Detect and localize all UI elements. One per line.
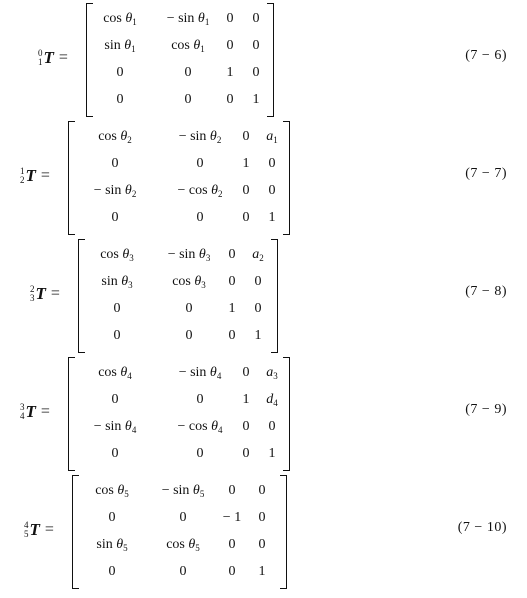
- matrix-entry: [112, 151, 119, 176]
- matrix-entry: [166, 532, 200, 557]
- entry-subscript: 2: [127, 135, 132, 145]
- entry-text: 0: [108, 564, 116, 579]
- entry-text: 1: [258, 564, 266, 579]
- matrix-row: [68, 151, 290, 176]
- entry-text: 0: [111, 210, 119, 225]
- frame-superscript: 0: [38, 48, 43, 58]
- matrix-entry: [229, 323, 236, 348]
- matrix-entry: [243, 151, 250, 176]
- entry-text: 0: [268, 156, 276, 171]
- matrix-entry: [243, 441, 250, 466]
- entry-text: 0: [116, 65, 124, 80]
- matrix-entry: [243, 205, 250, 230]
- entry-text: sin θ: [101, 274, 129, 289]
- entry-text: 0: [242, 446, 250, 461]
- matrix-entry: [180, 559, 187, 584]
- entry-text: 0: [242, 183, 250, 198]
- matrix-row: [68, 360, 290, 385]
- frame-indices: [38, 49, 43, 67]
- matrix-row: [86, 6, 274, 31]
- equation-3: [0, 356, 527, 472]
- entry-text: 0: [226, 38, 234, 53]
- entry-subscript: 3: [205, 253, 211, 263]
- matrix-entry: [96, 532, 127, 557]
- entry-text: 1: [254, 328, 262, 343]
- entry-text: 1: [242, 156, 250, 171]
- entry-text: 0: [228, 483, 236, 498]
- matrix-entry: [229, 559, 236, 584]
- equals-sign: =: [50, 285, 60, 302]
- entry-text: a: [252, 247, 260, 262]
- entry-subscript: 3: [201, 280, 206, 290]
- entry-subscript: 4: [131, 425, 137, 435]
- matrix-row: [68, 414, 290, 439]
- entry-subscript: 3: [128, 280, 133, 290]
- entry-subscript: 4: [216, 371, 222, 381]
- matrix-entry: [112, 387, 119, 412]
- matrix-entry: [253, 87, 260, 112]
- entry-subscript: 2: [216, 135, 222, 145]
- matrix-entry: [243, 387, 250, 412]
- entry-text: 0: [113, 301, 121, 316]
- transform-symbol: [38, 48, 68, 68]
- entry-text: 0: [258, 510, 266, 525]
- entry-text: 0: [258, 537, 266, 552]
- entry-text: − sin θ: [166, 11, 205, 26]
- equation-number: (7 − 10): [457, 520, 507, 535]
- matrix-entry: [109, 559, 116, 584]
- transform-symbol: [30, 284, 60, 304]
- matrix-entry: [162, 478, 205, 503]
- entry-text: 0: [116, 92, 124, 107]
- entry-text: 0: [268, 183, 276, 198]
- entry-text: 0: [252, 11, 260, 26]
- matrix-row: [68, 441, 290, 466]
- matrix-row: [72, 505, 287, 530]
- matrix-entry: [255, 323, 262, 348]
- entry-text: 0: [228, 247, 236, 262]
- matrix-entry: [100, 242, 134, 267]
- equation-0: [0, 2, 527, 118]
- entry-subscript: 1: [204, 17, 210, 27]
- matrix-entry: [167, 6, 210, 31]
- entry-text: cos θ: [171, 38, 201, 53]
- entry-text: 0: [196, 446, 204, 461]
- matrix-entry: [227, 87, 234, 112]
- entry-subscript: 1: [132, 17, 137, 27]
- entry-subscript: 5: [199, 489, 205, 499]
- entry-subscript: 5: [124, 489, 129, 499]
- matrix-entry: [266, 387, 278, 412]
- entry-text: − sin θ: [93, 183, 132, 198]
- entry-text: d: [266, 392, 274, 407]
- entry-text: 0: [111, 156, 119, 171]
- matrix-entry: [269, 441, 276, 466]
- equation-number: (7 − 7): [465, 166, 507, 181]
- transform-letter: T: [35, 284, 46, 303]
- entry-text: − cos θ: [177, 183, 218, 198]
- matrix-entry: [95, 478, 129, 503]
- frame-indices: [24, 521, 29, 539]
- matrix: [86, 2, 274, 118]
- matrix-row: [72, 478, 287, 503]
- entry-text: − sin θ: [161, 483, 200, 498]
- frame-indices: [20, 403, 25, 421]
- matrix-entry: [103, 6, 137, 31]
- matrix-entry: [253, 6, 260, 31]
- entry-subscript: 5: [123, 543, 128, 553]
- matrix-entry: [179, 124, 222, 149]
- entry-text: 0: [254, 274, 262, 289]
- matrix-entry: [227, 6, 234, 31]
- entry-text: 0: [185, 301, 193, 316]
- matrix: [72, 474, 287, 590]
- transform-symbol: [20, 402, 50, 422]
- entry-text: − sin θ: [178, 129, 217, 144]
- entry-text: 0: [228, 274, 236, 289]
- matrix-entry: [178, 414, 223, 439]
- transform-letter: T: [25, 402, 36, 421]
- equals-sign: =: [44, 521, 54, 538]
- matrix-row: [78, 323, 278, 348]
- entry-subscript: 2: [131, 189, 137, 199]
- entry-text: 0: [184, 92, 192, 107]
- entry-text: sin θ: [96, 537, 124, 552]
- matrix-entry: [197, 387, 204, 412]
- frame-superscript: 2: [30, 284, 35, 294]
- equation-number: (7 − 6): [465, 48, 507, 63]
- matrix-entry: [243, 360, 250, 385]
- entry-text: 0: [111, 392, 119, 407]
- matrix-entry: [269, 414, 276, 439]
- matrix: [78, 238, 278, 354]
- matrix-row: [68, 124, 290, 149]
- transform-symbol: [20, 166, 50, 186]
- equals-sign: =: [58, 49, 68, 66]
- entry-subscript: 1: [200, 44, 205, 54]
- matrix-entry: [229, 296, 236, 321]
- matrix: [68, 120, 290, 236]
- entry-text: − sin θ: [167, 247, 206, 262]
- entry-text: 1: [242, 392, 250, 407]
- matrix-row: [72, 559, 287, 584]
- matrix-entry: [112, 205, 119, 230]
- equation-1: [0, 120, 527, 236]
- transform-letter: T: [29, 520, 40, 539]
- transform-letter: T: [43, 48, 54, 67]
- entry-text: cos θ: [98, 129, 128, 144]
- matrix-entry: [259, 505, 266, 530]
- matrix-entry: [229, 269, 236, 294]
- entry-subscript: 5: [195, 543, 200, 553]
- matrix-entry: [255, 269, 262, 294]
- entry-subscript: 2: [259, 253, 264, 263]
- matrix-row: [68, 387, 290, 412]
- entry-text: 0: [228, 564, 236, 579]
- matrix-entry: [109, 505, 116, 530]
- frame-superscript: 4: [24, 520, 29, 530]
- matrix-entry: [114, 296, 121, 321]
- entry-text: 1: [228, 301, 236, 316]
- entry-text: 0: [226, 92, 234, 107]
- matrix-row: [78, 242, 278, 267]
- entry-subscript: 3: [129, 253, 134, 263]
- entry-text: − cos θ: [177, 419, 218, 434]
- matrix-entry: [117, 60, 124, 85]
- matrix-entry: [253, 60, 260, 85]
- entry-text: 0: [226, 11, 234, 26]
- matrix-entry: [227, 60, 234, 85]
- matrix-entry: [186, 323, 193, 348]
- matrix-row: [78, 296, 278, 321]
- equation-number: (7 − 9): [465, 402, 507, 417]
- matrix-row: [68, 178, 290, 203]
- entry-text: cos θ: [95, 483, 125, 498]
- matrix-entry: [117, 87, 124, 112]
- entry-text: 0: [179, 564, 187, 579]
- matrix-entry: [101, 269, 132, 294]
- matrix-entry: [269, 178, 276, 203]
- matrix-entry: [243, 414, 250, 439]
- matrix-entry: [180, 505, 187, 530]
- entry-text: 0: [108, 510, 116, 525]
- matrix-entry: [255, 296, 262, 321]
- entry-text: 0: [242, 419, 250, 434]
- frame-subscript: 4: [20, 411, 25, 421]
- matrix-entry: [172, 269, 206, 294]
- matrix-entry: [112, 441, 119, 466]
- entry-text: 0: [179, 510, 187, 525]
- entry-subscript: 1: [273, 135, 278, 145]
- entry-text: − 1: [222, 510, 242, 525]
- entry-text: 1: [268, 446, 276, 461]
- entry-subscript: 1: [131, 44, 136, 54]
- frame-superscript: 1: [20, 166, 25, 176]
- entry-text: 1: [252, 92, 260, 107]
- matrix-entry: [197, 441, 204, 466]
- entry-text: a: [266, 129, 274, 144]
- entry-text: 1: [226, 65, 234, 80]
- entry-text: 0: [242, 210, 250, 225]
- matrix-entry: [223, 505, 241, 530]
- frame-indices: [30, 285, 35, 303]
- transform-symbol: [24, 520, 54, 540]
- matrix-entry: [253, 33, 260, 58]
- matrix-entry: [98, 360, 132, 385]
- entry-text: 0: [184, 65, 192, 80]
- entry-text: a: [266, 365, 274, 380]
- equation-4: [0, 474, 527, 590]
- frame-superscript: 3: [20, 402, 25, 412]
- matrix-entry: [269, 205, 276, 230]
- entry-text: sin θ: [104, 38, 132, 53]
- frame-subscript: 5: [24, 529, 29, 539]
- matrix-entry: [94, 178, 137, 203]
- entry-text: cos θ: [100, 247, 130, 262]
- matrix-entry: [227, 33, 234, 58]
- entry-text: 0: [242, 129, 250, 144]
- entry-text: cos θ: [166, 537, 196, 552]
- entry-text: 0: [268, 419, 276, 434]
- entry-text: cos θ: [103, 11, 133, 26]
- entry-text: 0: [185, 328, 193, 343]
- matrix-entry: [243, 178, 250, 203]
- transform-letter: T: [25, 166, 36, 185]
- matrix-entry: [229, 242, 236, 267]
- entry-text: − sin θ: [93, 419, 132, 434]
- entry-text: 0: [258, 483, 266, 498]
- entry-subscript: 4: [127, 371, 132, 381]
- matrix-entry: [186, 296, 193, 321]
- entry-text: 1: [268, 210, 276, 225]
- frame-subscript: 1: [38, 57, 43, 67]
- matrix-entry: [185, 60, 192, 85]
- matrix-entry: [259, 559, 266, 584]
- matrix-row: [86, 87, 274, 112]
- matrix-entry: [114, 323, 121, 348]
- matrix-entry: [168, 242, 211, 267]
- matrix-entry: [243, 124, 250, 149]
- frame-indices: [20, 167, 25, 185]
- matrix-entry: [259, 478, 266, 503]
- matrix-entry: [266, 360, 278, 385]
- matrix-entry: [171, 33, 205, 58]
- entry-text: 0: [228, 328, 236, 343]
- matrix-entry: [94, 414, 137, 439]
- equation-2: [0, 238, 527, 354]
- matrix-entry: [252, 242, 264, 267]
- matrix-entry: [259, 532, 266, 557]
- entry-text: 0: [113, 328, 121, 343]
- entry-text: 0: [196, 392, 204, 407]
- entry-text: 0: [242, 365, 250, 380]
- frame-subscript: 2: [20, 175, 25, 185]
- entry-text: cos θ: [172, 274, 202, 289]
- frame-subscript: 3: [30, 293, 35, 303]
- entry-text: − sin θ: [178, 365, 217, 380]
- matrix-entry: [178, 178, 223, 203]
- entry-text: 0: [111, 446, 119, 461]
- entry-subscript: 4: [273, 398, 278, 408]
- entry-text: 0: [228, 537, 236, 552]
- equals-sign: =: [40, 403, 50, 420]
- matrix-entry: [179, 360, 222, 385]
- matrix-row: [72, 532, 287, 557]
- matrix: [68, 356, 290, 472]
- entry-text: 0: [252, 65, 260, 80]
- matrix-entry: [197, 205, 204, 230]
- matrix-row: [86, 33, 274, 58]
- matrix-entry: [104, 33, 135, 58]
- entry-subscript: 2: [217, 189, 223, 199]
- entry-subscript: 3: [273, 371, 278, 381]
- entry-text: 0: [254, 301, 262, 316]
- matrix-row: [78, 269, 278, 294]
- matrix-row: [86, 60, 274, 85]
- matrix-entry: [229, 532, 236, 557]
- equals-sign: =: [40, 167, 50, 184]
- entry-text: 0: [196, 156, 204, 171]
- equation-number: (7 − 8): [465, 284, 507, 299]
- matrix-entry: [269, 151, 276, 176]
- matrix-entry: [197, 151, 204, 176]
- matrix-entry: [98, 124, 132, 149]
- entry-subscript: 4: [217, 425, 223, 435]
- entry-text: 0: [196, 210, 204, 225]
- entry-text: cos θ: [98, 365, 128, 380]
- matrix-entry: [185, 87, 192, 112]
- entry-text: 0: [252, 38, 260, 53]
- matrix-row: [68, 205, 290, 230]
- matrix-entry: [266, 124, 278, 149]
- matrix-entry: [229, 478, 236, 503]
